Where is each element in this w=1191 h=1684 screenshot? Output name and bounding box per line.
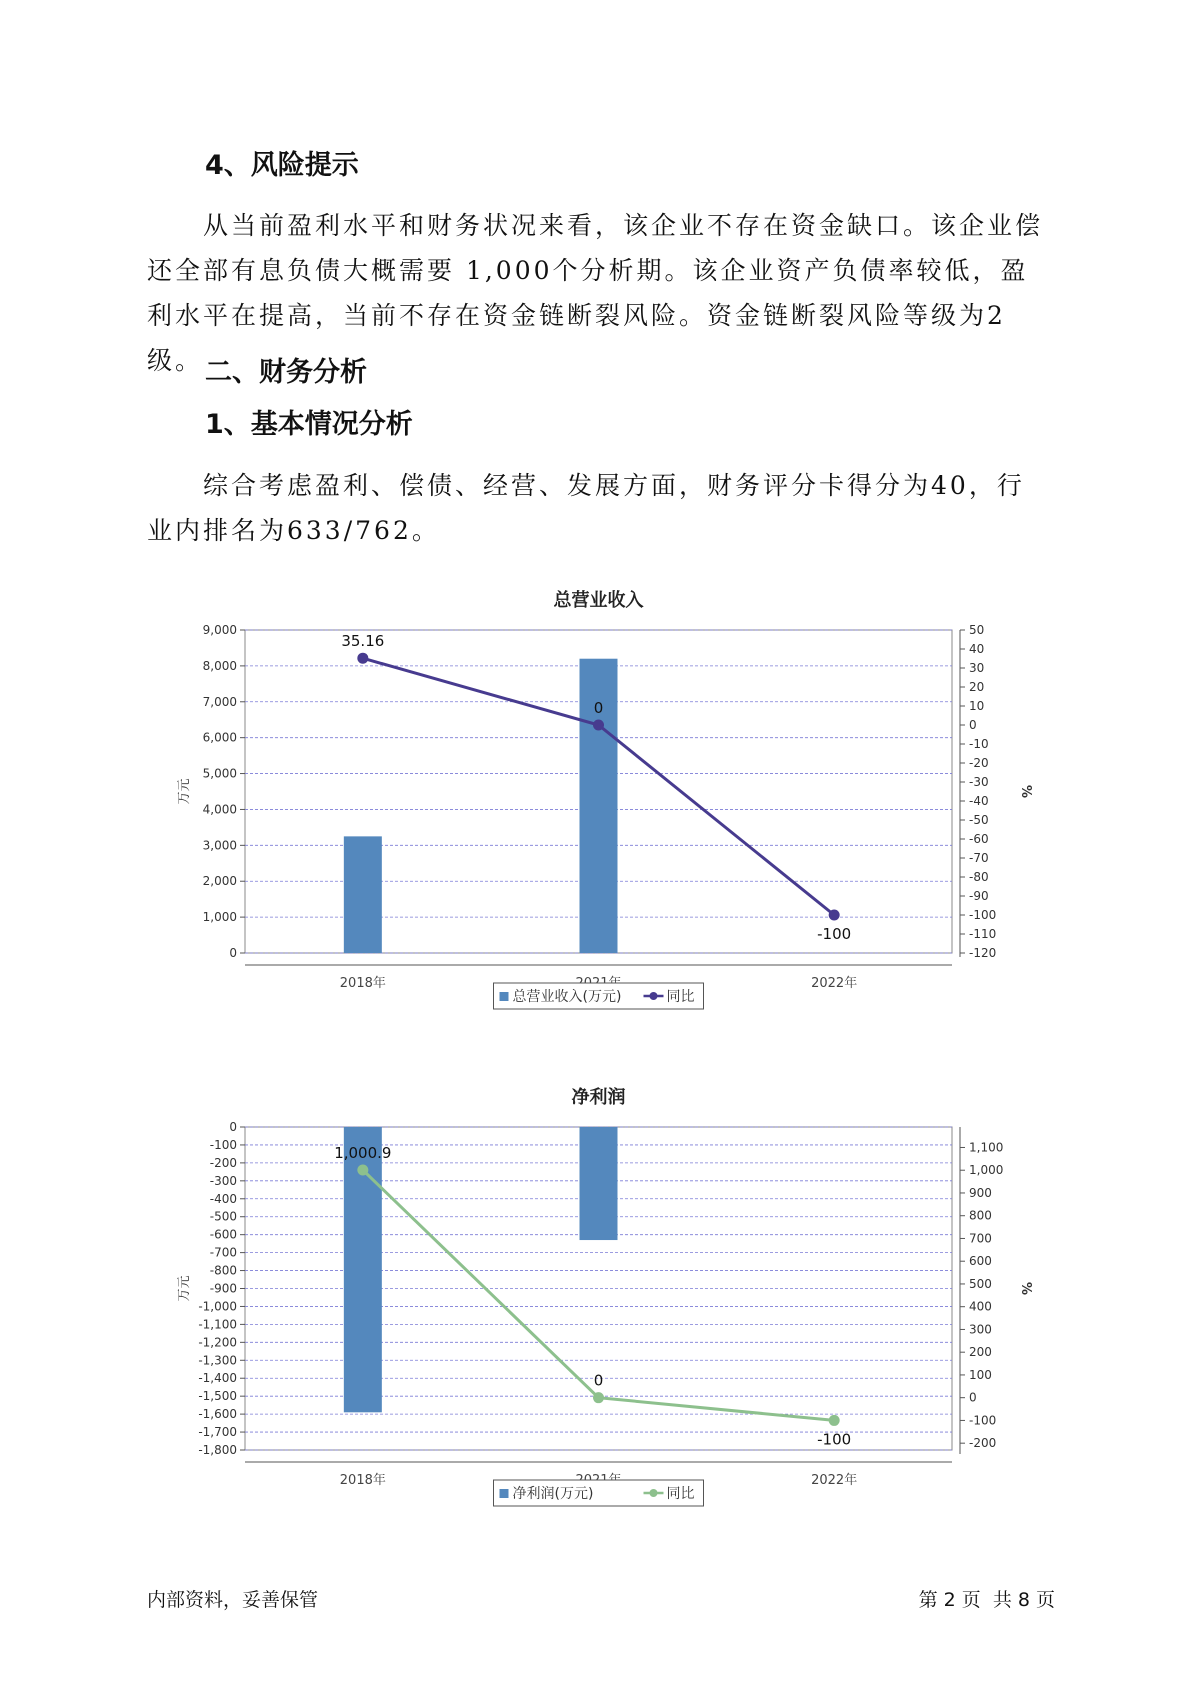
y2-tick-label: -100 <box>969 908 997 922</box>
y-tick-label: -1,200 <box>198 1335 237 1350</box>
legend-bar-label: 净利润(万元) <box>512 1486 594 1502</box>
y2-axis-label: % <box>1018 784 1033 799</box>
y2-tick-label: -120 <box>969 946 997 960</box>
y-tick-label: -1,400 <box>198 1371 237 1386</box>
y2-tick-label: 400 <box>969 1299 992 1314</box>
legend-line-label: 同比 <box>666 1486 695 1502</box>
net-profit-chart <box>160 1075 1040 1535</box>
x-tick-label: 2018年 <box>339 1473 386 1488</box>
y-axis-label: 万元 <box>177 1275 192 1302</box>
y2-tick-label: 500 <box>969 1276 992 1291</box>
chart-title: 净利润 <box>571 1087 626 1108</box>
y-tick-label: 3,000 <box>202 838 237 853</box>
bar <box>344 836 382 953</box>
x-tick-label: 2022年 <box>811 976 858 991</box>
y-tick-label: -1,700 <box>198 1425 237 1440</box>
x-tick-label: 2022年 <box>811 1473 858 1488</box>
yoy-point <box>829 910 840 921</box>
y2-tick-label: 10 <box>969 699 985 713</box>
y2-tick-label: 1,100 <box>969 1140 1004 1155</box>
y2-tick-label: -50 <box>969 813 989 827</box>
y-tick-label: -200 <box>209 1155 237 1170</box>
revenue-chart-svg <box>160 578 1040 1038</box>
y2-tick-label: 1,000 <box>969 1163 1004 1178</box>
risk-paragraph: 从当前盈利水平和财务状况来看，该企业不存在资金缺口。该企业偿还全部有息负债大概需要 1,000个分析期。该企业资产负债率较低，盈利水平在提高，当前不存在资金链断裂风险。资金链断裂风险等级为2级。 <box>147 211 1044 375</box>
y2-tick-label: -20 <box>969 756 989 770</box>
y2-tick-label: 0 <box>969 718 977 732</box>
legend-bar-swatch <box>500 992 509 1001</box>
y2-axis-label: % <box>1018 1281 1033 1296</box>
yoy-data-label: 35.16 <box>341 632 385 651</box>
yoy-point <box>829 1415 840 1426</box>
net-profit-chart-svg <box>160 1075 1040 1535</box>
y2-tick-label: -200 <box>969 1436 997 1451</box>
y-tick-label: 1,000 <box>202 910 237 925</box>
y2-tick-label: -90 <box>969 889 989 903</box>
y-tick-label: 8,000 <box>202 658 237 673</box>
yoy-data-label: 0 <box>593 1371 604 1390</box>
footer-left-note: 内部资料，妥善保管 <box>147 1589 319 1611</box>
yoy-point <box>357 653 368 664</box>
y2-tick-label: -70 <box>969 851 989 865</box>
y2-tick-label: -110 <box>969 927 997 941</box>
y-tick-label: -1,000 <box>198 1299 237 1314</box>
y-tick-label: 2,000 <box>202 874 237 889</box>
y2-tick-label: 200 <box>969 1345 992 1360</box>
y2-tick-label: -30 <box>969 775 989 789</box>
y-tick-label: 0 <box>229 946 237 960</box>
y-tick-label: -800 <box>209 1263 237 1278</box>
y2-tick-label: 50 <box>969 623 985 637</box>
y2-tick-label: 800 <box>969 1208 992 1223</box>
y-tick-label: 7,000 <box>202 694 237 709</box>
chart-title: 总营业收入 <box>553 590 644 611</box>
yoy-data-label: 0 <box>593 699 604 717</box>
y2-tick-label: 20 <box>969 680 985 694</box>
revenue-chart <box>160 578 1040 1038</box>
y-tick-label: -1,100 <box>198 1317 237 1332</box>
y-tick-label: -1,500 <box>198 1389 237 1404</box>
y2-tick-label: -40 <box>969 794 989 808</box>
y2-tick-label: 700 <box>969 1231 992 1246</box>
y2-tick-label: -60 <box>969 832 989 846</box>
y-tick-label: -100 <box>209 1137 237 1152</box>
legend-bar-swatch <box>500 1489 509 1498</box>
legend-line-marker <box>650 1489 658 1497</box>
y-tick-label: -900 <box>209 1281 237 1296</box>
section-heading-financial-analysis: 二、财务分析 <box>205 357 367 388</box>
y-tick-label: -500 <box>209 1209 237 1224</box>
yoy-point <box>593 1392 604 1403</box>
y-tick-label: -1,800 <box>198 1443 237 1457</box>
section-heading-risk: 4、风险提示 <box>205 150 359 181</box>
yoy-point <box>593 720 604 731</box>
y2-tick-label: 100 <box>969 1367 992 1382</box>
y-tick-label: 6,000 <box>202 730 237 745</box>
y-tick-label: 9,000 <box>202 623 237 637</box>
bar <box>580 1127 618 1240</box>
y-tick-label: -300 <box>209 1173 237 1188</box>
y2-tick-label: -80 <box>969 870 989 884</box>
yoy-data-label: -100 <box>817 925 852 943</box>
legend-line-label: 同比 <box>666 989 695 1005</box>
y-tick-label: -600 <box>209 1227 237 1242</box>
y-tick-label: -400 <box>209 1191 237 1206</box>
footer-page-number: 第 2 页 共 8 页 <box>918 1589 1055 1611</box>
legend-bar-label: 总营业收入(万元) <box>512 989 622 1005</box>
y-axis-label: 万元 <box>177 778 192 805</box>
section-heading-basic-analysis: 1、基本情况分析 <box>205 409 413 440</box>
y2-tick-label: 40 <box>969 642 985 656</box>
y2-tick-label: 30 <box>969 661 985 675</box>
y-tick-label: -1,600 <box>198 1407 237 1422</box>
yoy-data-label: -100 <box>817 1430 852 1449</box>
y-tick-label: 4,000 <box>202 802 237 817</box>
y-tick-label: 5,000 <box>202 766 237 781</box>
y2-tick-label: 900 <box>969 1185 992 1200</box>
legend-line-marker <box>650 992 658 1000</box>
y-tick-label: 0 <box>229 1120 237 1134</box>
y2-tick-label: -10 <box>969 737 989 751</box>
y-tick-label: -700 <box>209 1245 237 1260</box>
basic-analysis-paragraph: 综合考虑盈利、偿债、经营、发展方面，财务评分卡得分为40，行业内排名为633/762。 <box>147 471 1025 545</box>
y2-tick-label: 0 <box>969 1390 977 1405</box>
yoy-point <box>357 1165 368 1176</box>
yoy-data-label: 1,000.9 <box>334 1144 392 1163</box>
y-tick-label: -1,300 <box>198 1353 237 1368</box>
x-tick-label: 2018年 <box>339 976 386 991</box>
y2-tick-label: 600 <box>969 1254 992 1269</box>
y2-tick-label: 300 <box>969 1322 992 1337</box>
y2-tick-label: -100 <box>969 1413 997 1428</box>
